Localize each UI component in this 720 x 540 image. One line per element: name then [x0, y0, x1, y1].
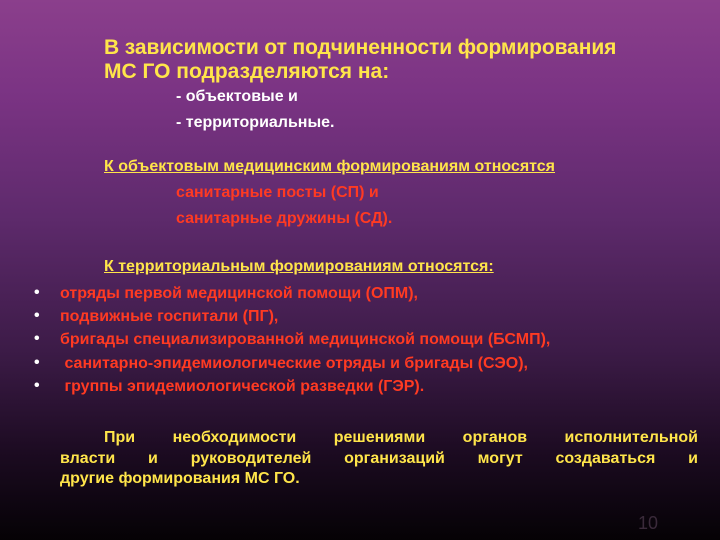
type-territorial: - территориальные. [176, 114, 335, 131]
closing-line-3: другие формирования МС ГО. [60, 470, 300, 487]
bullet-3: • [34, 330, 40, 347]
type-object: - объектовые и [176, 88, 298, 105]
territorial-item-seo: санитарно-эпидемиологические отряды и бригады (СЭО), [60, 355, 528, 372]
territorial-section-heading: К территориальным формированиям относятся: [104, 258, 494, 275]
territorial-item-pg: подвижные госпитали (ПГ), [60, 308, 279, 325]
territorial-item-bsmp: бригады специализированной медицинской помощи (БСМП), [60, 331, 551, 348]
bullet-2: • [34, 307, 40, 324]
title-line-2: МС ГО подразделяются на: [104, 60, 390, 83]
object-item-sd: санитарные дружины (СД). [176, 210, 393, 227]
page-number: 10 [637, 513, 658, 533]
territorial-item-ger: группы эпидемиологической разведки (ГЭР). [60, 378, 425, 395]
closing-line-1: При необходимости решениями органов исполнительной [104, 429, 698, 446]
object-item-sp: санитарные посты (СП) и [176, 184, 379, 201]
object-section-heading: К объектовым медицинским формированиям относятся [104, 158, 556, 175]
bullet-5: • [34, 377, 40, 394]
bullet-1: • [34, 284, 40, 301]
territorial-item-opm: отряды первой медицинской помощи (ОПМ), [60, 285, 418, 302]
title-line-1: В зависимости от подчиненности формирования [104, 36, 617, 59]
closing-line-2: власти и руководителей организаций могут создаваться и [60, 450, 698, 467]
bullet-4: • [34, 354, 40, 371]
